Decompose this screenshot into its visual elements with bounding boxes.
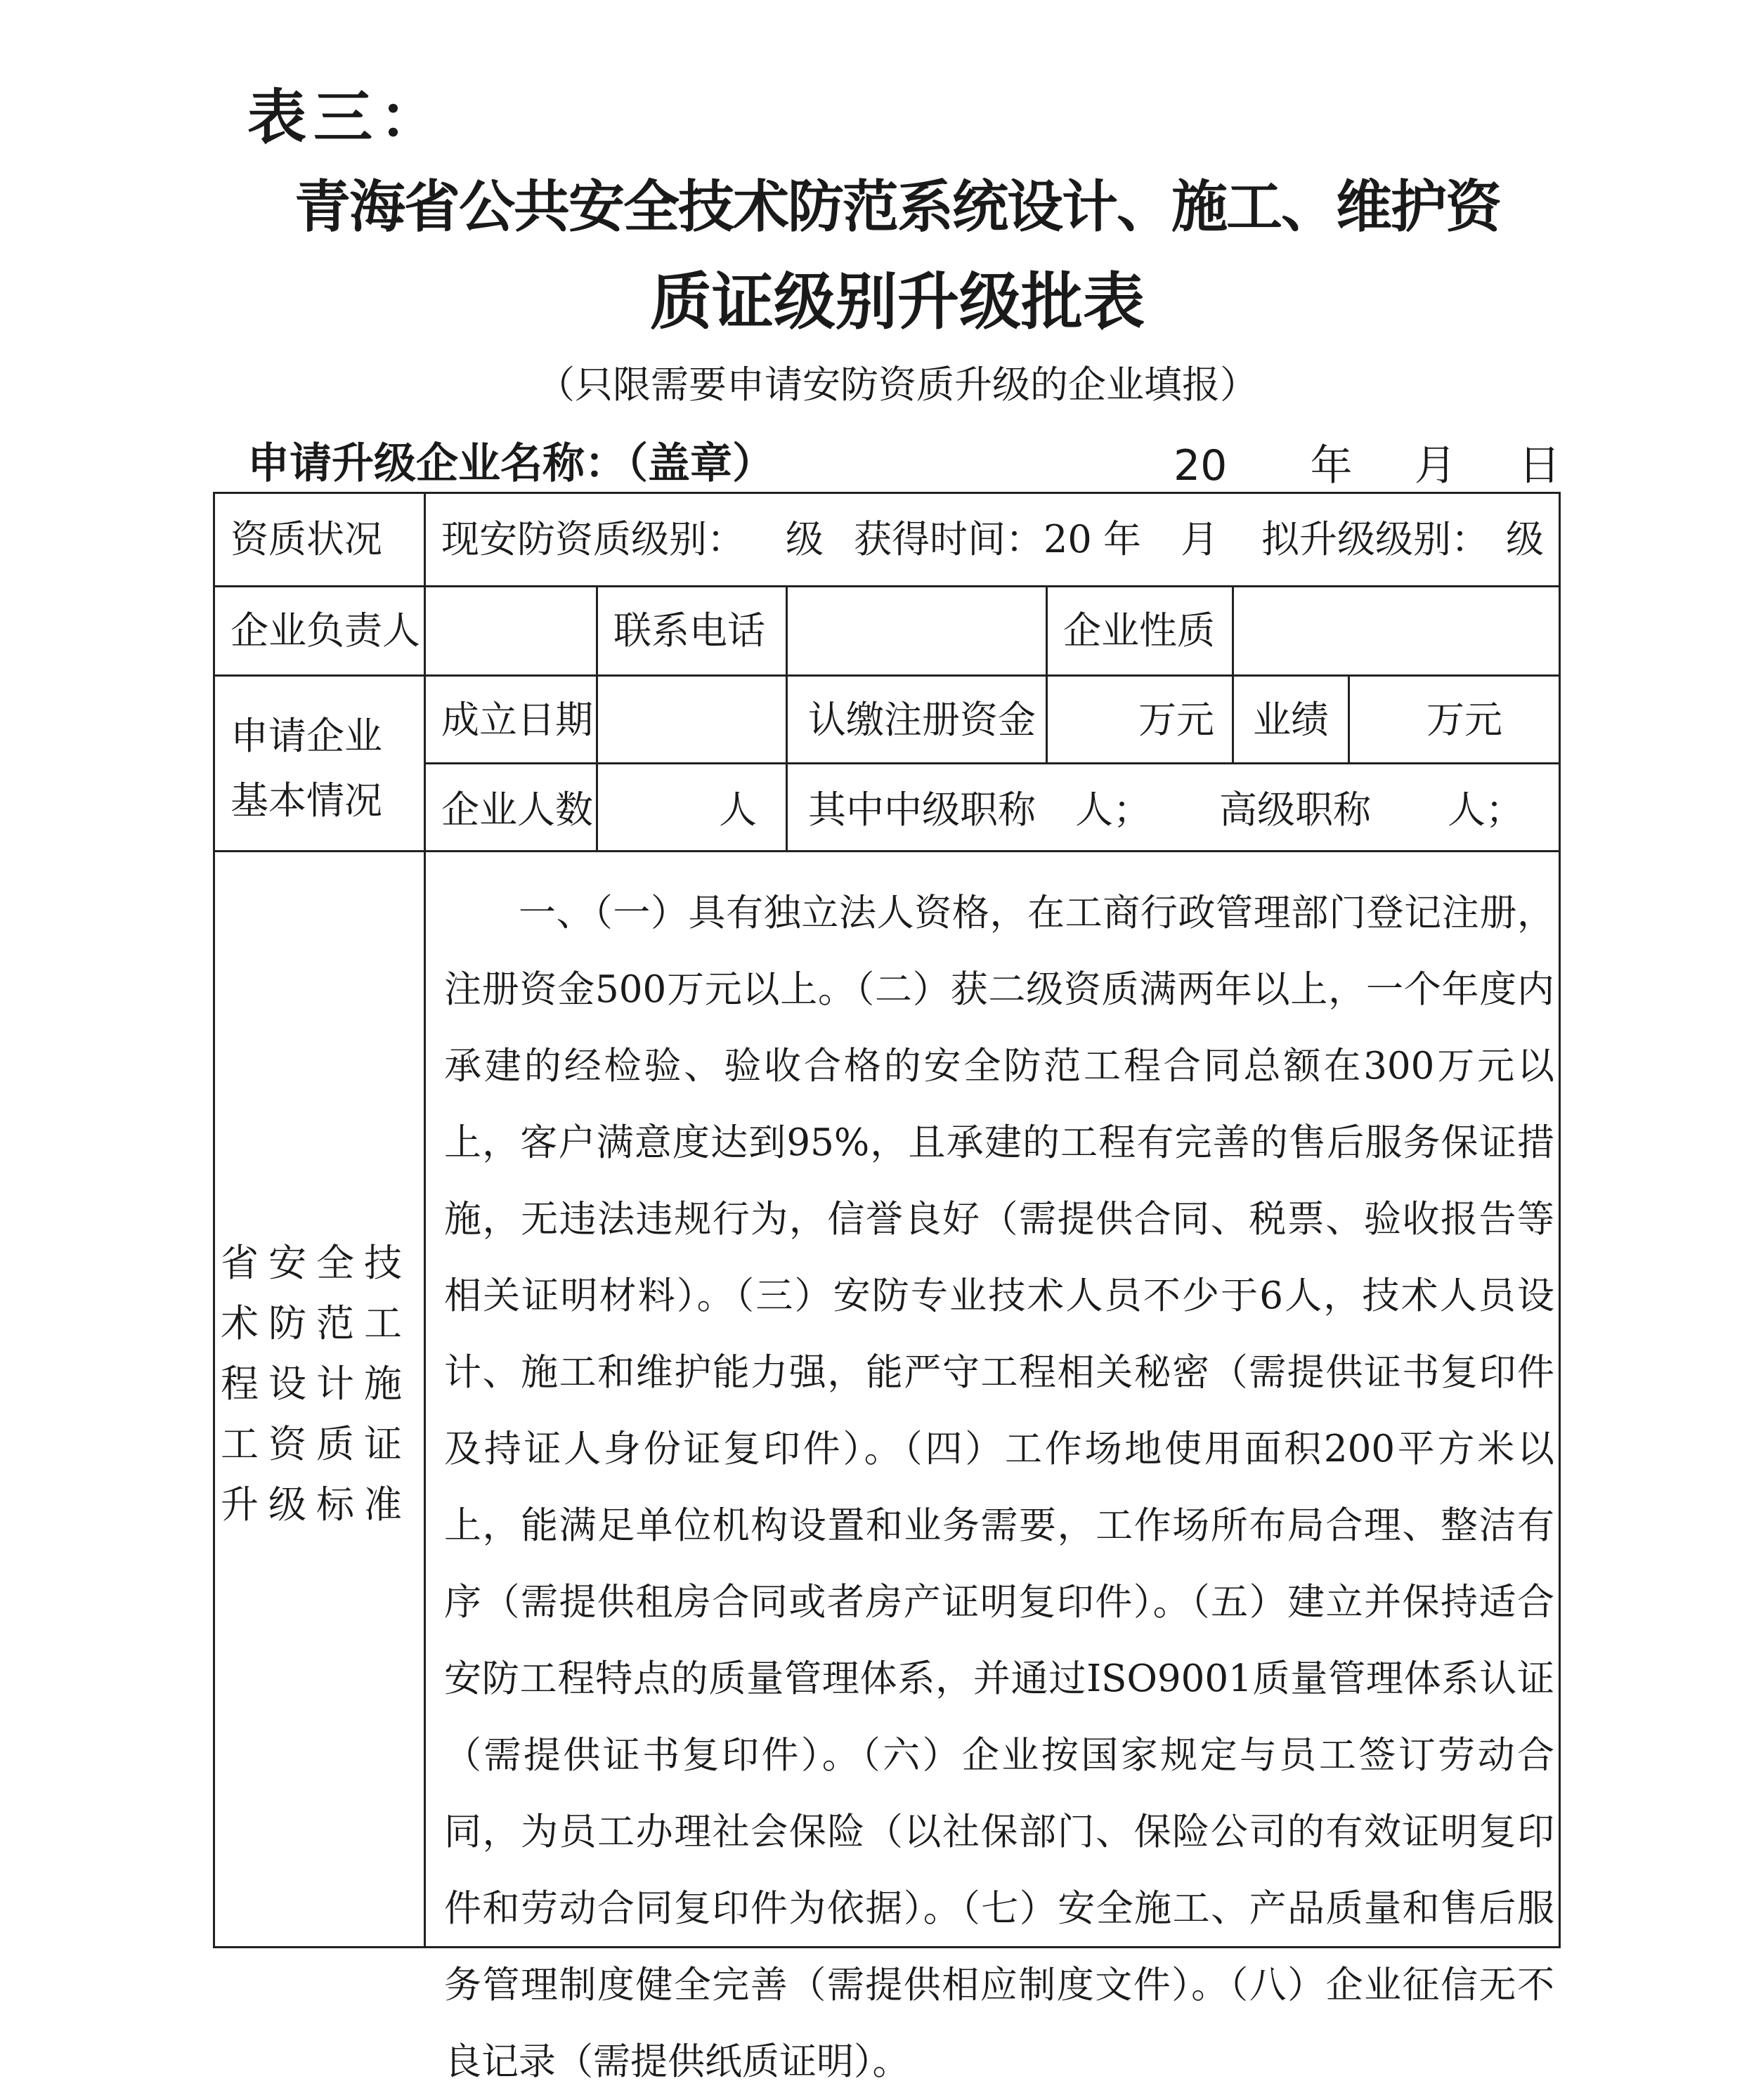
founding-date-label: 成立日期: [441, 698, 593, 742]
performance-label: 业绩: [1253, 698, 1329, 742]
table-col-divider: [786, 585, 788, 850]
table-col-divider: [424, 492, 426, 1948]
current-level-unit: 级: [786, 517, 824, 561]
obtained-time-label: 获得时间：20: [854, 517, 1092, 561]
table-rule: [213, 850, 1561, 852]
mid-title-unit: 人；: [1075, 788, 1151, 832]
staff-count-unit: 人: [719, 788, 757, 832]
company-nature-value[interactable]: [1237, 597, 1556, 667]
subtitle: （只限需要申请安防资质升级的企业填报）: [537, 363, 1258, 407]
registered-capital-unit: 万元: [1138, 698, 1214, 742]
table-rule: [213, 585, 1561, 587]
table-rule: [213, 674, 1561, 677]
staff-count-label: 企业人数: [441, 788, 593, 832]
performance-unit: 万元: [1426, 698, 1502, 742]
company-leader-value[interactable]: [429, 597, 594, 667]
applicant-name-label: 申请升级企业名称：（盖章）: [247, 439, 774, 488]
obtained-year-unit: 年: [1103, 517, 1141, 561]
company-leader-label: 企业负责人: [230, 608, 420, 653]
basic-info-label-line1: 申请企业: [230, 714, 382, 758]
document-label: 表三：: [247, 83, 446, 152]
target-level-label: 拟升级级别：: [1261, 517, 1489, 561]
table-border-top: [213, 492, 1561, 494]
date-prefix: 20: [1174, 441, 1228, 490]
mid-title-label: 其中中级职称: [808, 788, 1036, 832]
obtained-month-unit: 月: [1181, 517, 1218, 561]
date-day: 日: [1518, 441, 1561, 490]
company-nature-label: 企业性质: [1063, 608, 1215, 653]
current-level-label: 现安防资质级别：: [441, 517, 745, 561]
senior-title-unit: 人；: [1448, 788, 1523, 832]
senior-title-label: 高级职称: [1219, 788, 1371, 832]
target-level-unit: 级: [1506, 517, 1544, 561]
basic-info-label-line2: 基本情况: [230, 778, 382, 823]
title-line-1: 青海省公共安全技术防范系统设计、施工、维护资: [294, 174, 1500, 240]
table-border-right: [1559, 492, 1561, 1948]
table-col-divider: [1232, 585, 1234, 762]
table-col-divider: [1348, 674, 1350, 762]
date-year: 年: [1310, 441, 1353, 490]
date-line: [1174, 432, 1561, 493]
qualification-status-label: 资质状况: [230, 517, 382, 561]
contact-phone-value[interactable]: [791, 597, 1044, 667]
upgrade-criteria-text: 一、（一）具有独立法人资格，在工商行政管理部门登记注册，注册资金500万元以上。（二）获二级资质满两年以上，一个年度内承建的经检验、验收合格的安全防范工程合同总额在300万元以上，客户满意度达到95%，且承建的工程有完善的售后服务保证措施，无违法违规行为，信誉良好（需提供合同、税票、验收报告等相关证明材料）。（三）安防专业技术人员不少于6人，技术人员设计、施工和维护能力强，能严守工程相关秘密（需提供证书复印件及持证人身份证复印件）。（四）工作场地使用面积200平方米以上，能满足单位机构设置和业务需要，工作场所布局合理、整洁有序（需提供租房合同或者房产证明复印件）。（五）建立并保持适合安防工程特点的质量管理体系，并通过ISO9001质量管理体系认证（需提供证书复印件）。（六）企业按国家规定与员工签订劳动合同，为员工办理社会保险（以社保部门、保险公司的有效证明复印件和劳动合同复印件为依据）。（七）安全施工、产品质量和售后服务管理制度健全完善（需提供相应制度文件）。（八）企业征信无不良记录（需提供纸质证明）。: [444, 892, 1554, 2083]
date-month: 月: [1414, 441, 1457, 490]
upgrade-criteria-label: 省安全技术防范工程设计施工资质证升级标准: [221, 1241, 412, 1527]
table-col-divider: [596, 585, 598, 850]
registered-capital-label: 认缴注册资金: [808, 698, 1036, 742]
contact-phone-label: 联系电话: [613, 608, 765, 653]
table-rule: [424, 762, 1561, 764]
title-line-2: 质证级别升级批表: [649, 266, 1145, 338]
table-border-left: [213, 492, 215, 1948]
table-col-divider: [1046, 585, 1048, 762]
